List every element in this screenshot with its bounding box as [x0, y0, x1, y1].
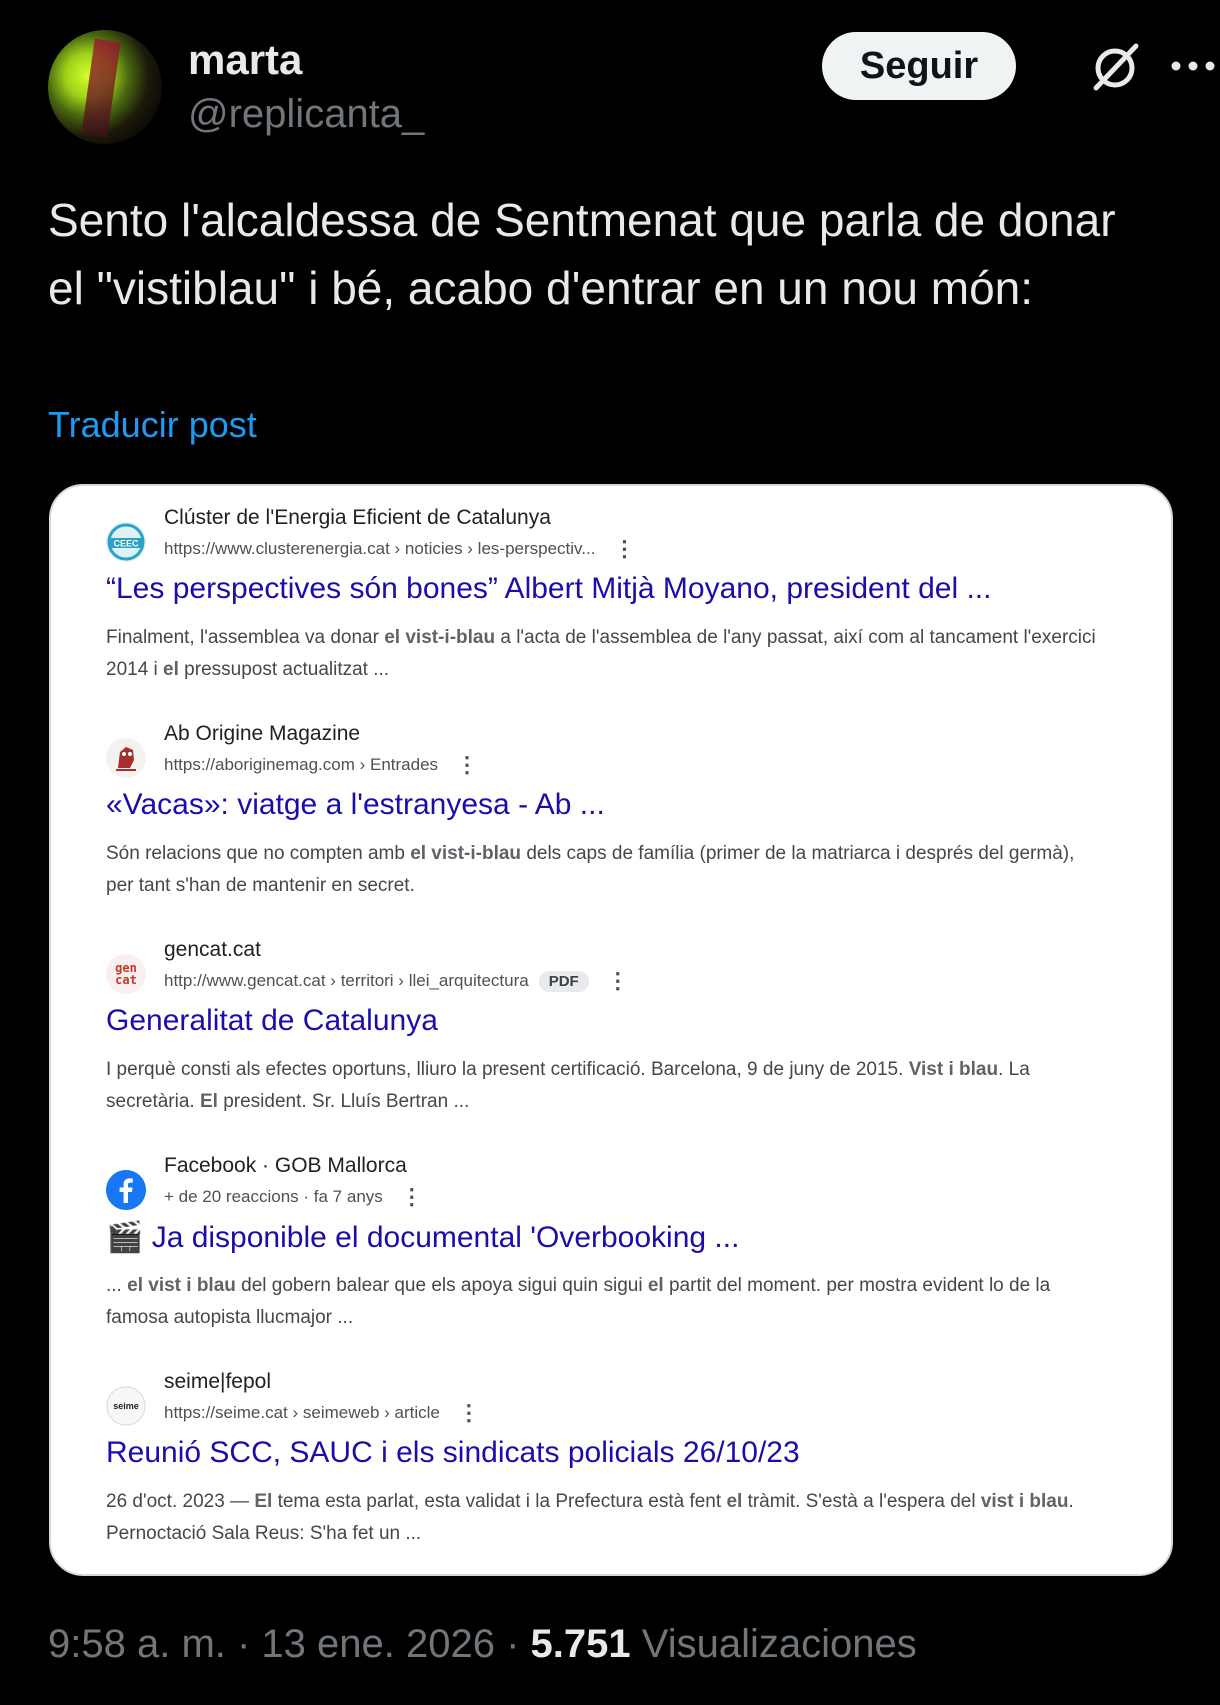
separator-dot: ·	[494, 1622, 531, 1666]
result-url[interactable]	[164, 536, 635, 562]
result-reactions-text: + de 20 reaccions · fa 7 anys	[164, 1187, 383, 1206]
views-count[interactable]: 5.751	[530, 1622, 631, 1666]
result-url-text[interactable]: https://seime.cat › seimeweb › article	[164, 1403, 440, 1422]
result-url-text[interactable]: https://www.clusterenergia.cat › noticies › les-perspectiv...	[164, 539, 596, 558]
kebab-menu-icon[interactable]: ⋮	[457, 1400, 480, 1425]
svg-text:CEEC: CEEC	[113, 538, 139, 549]
result-site-name[interactable]: Ab Origine Magazine	[164, 722, 361, 745]
result-title-link[interactable]: Generalitat de Catalunya	[106, 1004, 438, 1037]
result-url[interactable]	[164, 968, 629, 994]
kebab-menu-icon[interactable]: ⋮	[400, 1184, 423, 1209]
tweet-header	[48, 30, 1178, 150]
post-date[interactable]: 13 ene. 2026	[261, 1622, 495, 1666]
ceec-favicon-icon	[106, 522, 146, 562]
kebab-menu-icon[interactable]: ⋮	[606, 968, 629, 993]
result-title-link[interactable]: 🎬 Ja disponible el documental 'Overbooking ...	[106, 1221, 740, 1254]
result-snippet: ... el vist i blau del gobern balear que els apoya sigui quin sigui el partit del moment. per mostra evident lo de la famosa autopista llucmajor ...	[106, 1275, 1051, 1328]
result-url-text[interactable]: http://www.gencat.cat › territori › llei_arquitectura	[164, 971, 529, 990]
svg-text:cat: cat	[115, 973, 137, 987]
tweet-text: Sento l'alcaldessa de Sentmenat que parla de donar el "vistiblau" i bé, acabo d'entrar en un nou món:	[48, 194, 1116, 314]
grok-icon[interactable]	[1088, 40, 1142, 94]
separator-dot: ·	[225, 1622, 262, 1666]
result-url[interactable]	[164, 1400, 480, 1426]
result-snippet: 26 d'oct. 2023 — El tema esta parlat, esta validat i la Prefectura està fent el tràmit. S'està a l'espera del vist i blau. Pernoctació Sala Reus: S'ha fet un ...	[106, 1491, 1074, 1544]
views-label[interactable]: Visualizaciones	[630, 1622, 917, 1666]
kebab-menu-icon[interactable]: ⋮	[613, 536, 636, 561]
seime-favicon-icon	[106, 1386, 146, 1426]
result-title-link[interactable]: “Les perspectives són bones” Albert Mitjà Moyano, president del ...	[106, 572, 992, 605]
result-site-name[interactable]: gencat.cat	[164, 938, 261, 961]
svg-text:seime: seime	[113, 1401, 139, 1411]
owl-favicon-icon	[106, 738, 146, 778]
result-title-link[interactable]: «Vacas»: viatge a l'estranyesa - Ab ...	[106, 788, 605, 821]
tweet-metadata	[48, 1622, 917, 1667]
result-snippet: Són relacions que no compten amb el vist-i-blau dels caps de família (primer de la matriarca i després del germà), per tant s'han de mantenir en secret.	[106, 843, 1075, 896]
result-site-name[interactable]: Facebook · GOB Mallorca	[164, 1154, 407, 1177]
follow-button[interactable]: Seguir	[822, 32, 1016, 100]
pdf-badge: PDF	[539, 971, 589, 992]
svg-text:gen: gen	[115, 961, 137, 975]
author-name[interactable]: marta	[188, 36, 303, 83]
result-url[interactable]	[164, 752, 478, 778]
result-site-name[interactable]: seime|fepol	[164, 1370, 272, 1393]
result-title-link[interactable]: Reunió SCC, SAUC i els sindicats policials 26/10/23	[106, 1436, 800, 1469]
result-snippet: I perquè consti als efectes oportuns, lliuro la present certificació. Barcelona, 9 de juny de 2015. Vist i blau. La secretària. El president. Sr. Lluís Bertran ...	[106, 1059, 1030, 1112]
translate-post-link[interactable]: Traducir post	[48, 404, 257, 445]
result-site-name[interactable]: Clúster de l'Energia Eficient de Catalunya	[164, 506, 551, 529]
result-snippet: Finalment, l'assemblea va donar el vist-i-blau a l'acta de l'assemblea de l'any passat, així com al tancament l'exercici 2014 i el pressupost actualitzat ...	[106, 627, 1096, 680]
facebook-favicon-icon	[106, 1170, 146, 1210]
avatar[interactable]	[48, 30, 162, 144]
gencat-favicon-icon	[106, 954, 146, 994]
post-time[interactable]: 9:58 a. m.	[48, 1622, 226, 1666]
author-handle[interactable]: @replicanta_	[188, 92, 425, 136]
result-url-text[interactable]: https://aboriginemag.com › Entrades	[164, 755, 439, 774]
kebab-menu-icon[interactable]: ⋮	[456, 752, 479, 777]
more-options-icon[interactable]	[1168, 54, 1218, 78]
attached-image-search-results[interactable]	[49, 484, 1173, 1576]
result-meta[interactable]	[164, 1184, 423, 1210]
